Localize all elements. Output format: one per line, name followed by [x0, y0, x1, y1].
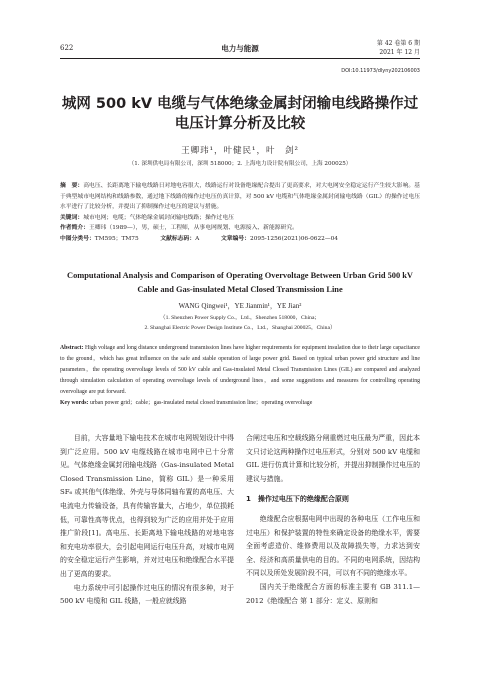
abstract-en-label: Abstract: [60, 345, 84, 351]
author-bio-label: 作者简介： [60, 225, 89, 231]
affiliations-en [0, 313, 480, 333]
affiliation-en-line: （1. Shenzhen Power Supply Co.，Ltd.，Shenzhen 518000，China； [159, 315, 321, 321]
abstract-cn-label: 摘 要： [60, 183, 84, 189]
title-cn: 城网 500 kV 电缆与气体绝缘金属封闭输电线路操作过电压计算分析及比较 [61, 96, 419, 132]
author-bio [60, 223, 420, 234]
keywords-cn [60, 213, 420, 224]
keywords-en-text: urban power grid；cable；gas-insulated metal closed transmission line；operating overvoltage [89, 400, 313, 406]
header-rule [60, 58, 420, 59]
abstract-cn-text: 高电压、长距离地下输电线路日对地电容很大，线路运行对设备绝缘配合提出了更高要求，对大电网安全稳定运行产生较大影响。基于典型城市电网结构和线路参数，通过地下线路的操作过电压仿真计算，对 500 kV 电缆和气体绝缘金属封闭输电线路（GIL）的操作过电压水平进行了比较分析，并提出了抑制操作过电压的建议与措施。 [60, 183, 420, 210]
publication-date: 2021 年 12 月 [379, 49, 420, 56]
body-columns [60, 432, 420, 609]
abstract-en [60, 343, 420, 398]
author-bio-text: 王卿玮（1989—），男，硕士，工程师，从事电网规划、电源接入、新能源研究。 [89, 225, 298, 231]
body-paragraph: 国内关于绝缘配合方面的标准主要有 GB 311.1—2012《绝缘配合 第 1 部分：定义、原则和 [246, 582, 420, 605]
keywords-cn-text: 城市电网；电缆；气体绝缘金属封闭输电线路；操作过电压 [83, 214, 234, 221]
affiliation-en-line: 2. Shanghai Electric Power Design Institute Co.，Ltd.，Shanghai 200025，China） [144, 325, 336, 331]
abstract-block-cn [60, 181, 420, 244]
classification-line [60, 234, 420, 245]
volume-issue: 第 42 卷第 6 期 [376, 40, 420, 47]
page-number: 622 [60, 44, 74, 52]
keywords-en-label: Key words: [60, 400, 89, 406]
title-en: Computational Analysis and Comparison of Operating Overvoltage Between Urban Grid 500 kV Cable and Gas-insulated Metal Closed Transmission Line [67, 271, 413, 294]
abstract-cn [60, 181, 420, 213]
body-paragraph: 绝缘配合应根据电网中出现的各种电压（工作电压和过电压）和保护装置的特性来确定设备的绝缘水平，需要全面考虑造价、维修费用以及故障损失等，力求达到安全、经济和高质量供电的目的。不同的电网系统，因结构不同以及所处发展阶段不同，可以有不同的绝缘水平。 [246, 514, 420, 578]
keywords-cn-label: 关键词： [60, 214, 84, 221]
clc-label: 中图分类号： [60, 235, 95, 242]
keywords-en [60, 398, 420, 409]
body-paragraph: 目前，大容量地下输电技术在城市电网规划设计中得到广泛应用。500 kV 电缆线路在城市电网中已十分常见。气体绝缘金属封闭输电线路（Gas-insulated Metal Closed Transmission Line，简称 GIL）是一种采用 SF₆ 或其他气体绝缘、外壳与导体同轴布置的高电压、大电流电力传输设备，具有传输容量大，占地少，单位损耗低，可靠性高等优点，也得到较为广泛的应用并处于应用推广阶段[1]。高电压、长距离地下输电线路的对地电容和充电功率很大，会引起电网运行电压升高，对城市电网的安全稳定运行产生影响，并对过电压和绝缘配合水平提出了更高的要求。 [60, 434, 234, 578]
doc-code-label: 文献标志码： [160, 235, 196, 242]
article-no-value: 2095-1256(2021)06-0622—04 [250, 235, 339, 242]
right-column [246, 432, 420, 609]
left-column [60, 432, 234, 609]
body-paragraph: 合闸过电压和空载线路分闸重燃过电压最为严重，因此本文只讨论这两种操作过电压形式，分别对 500 kV 电缆和 GIL 进行仿真计算和比较分析，并提出抑制操作过电压的建议与措施。 [246, 434, 420, 483]
doc-code-value: A [195, 235, 200, 242]
authors-cn: 王卿玮¹，叶健民¹，叶 剑² [181, 146, 299, 156]
journal-name: 电力与能源 [221, 44, 259, 53]
volume-info [377, 39, 420, 57]
doi: DOI:10.11973/dlyny202106003 [341, 68, 420, 74]
authors-en: WANG Qingwei¹，YE Jianmin¹，YE Jian² [178, 302, 302, 310]
affiliations-cn: （1. 深圳供电局有限公司，深圳 518000；2. 上海电力设计院有限公司，上海 200025） [128, 161, 352, 167]
abstract-en-text: High voltage and long distance underground transmission lines have higher requirements for equipment insulation due to their large capacitance to the ground，which has great influence on the safe and stable operation of large power grid. Based on typical urban power grid structure and line parameters，the operating overvoltage levels of 500 kV cable and Gas-insulated Metal Closed Transmission Lines (GIL) are compared and analyzed through simulation calculation of operating overvoltage levels of underground lines，and some suggestions and measures for controlling operating overvoltage are put forward. [60, 345, 420, 395]
clc-value: TM595；TM75 [94, 235, 139, 242]
section-heading: 1 操作过电压下的绝缘配合原则 [246, 495, 349, 504]
body-paragraph: 电力系统中可引起操作过电压的情况有很多种，对于 500 kV 电缆和 GIL 线路，一般应就线路 [60, 583, 234, 606]
article-no-label: 文章编号： [221, 235, 250, 242]
abstract-block-en [60, 343, 420, 409]
